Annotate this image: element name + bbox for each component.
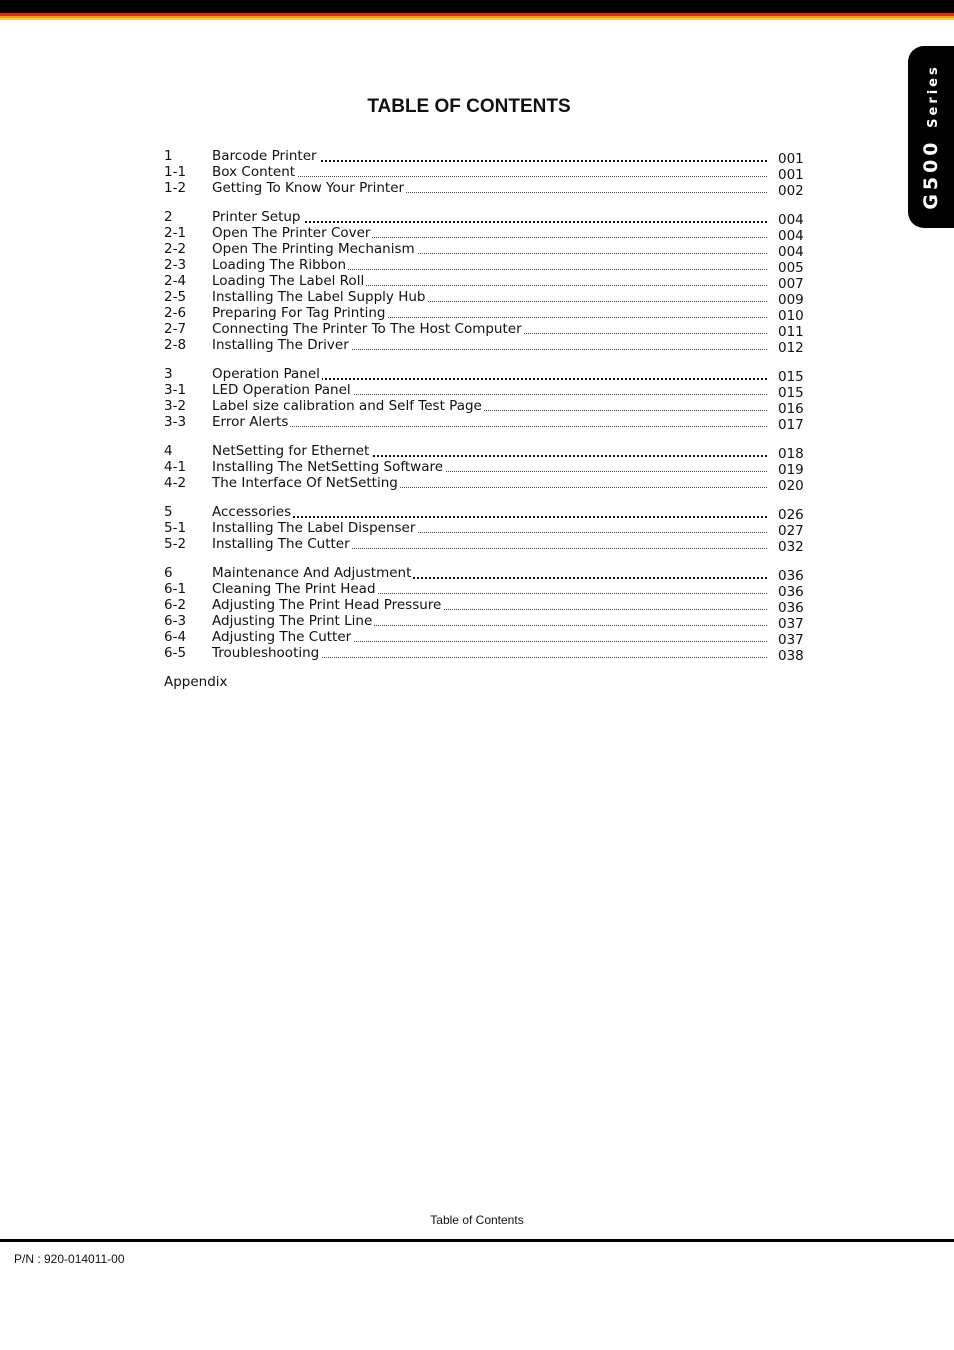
toc-entry[interactable] (164, 414, 804, 433)
toc-entry-number: 2-2 (164, 241, 187, 257)
table-of-contents (164, 148, 804, 690)
toc-section (164, 565, 804, 664)
toc-entry[interactable] (164, 645, 804, 664)
toc-entry[interactable] (164, 241, 804, 260)
toc-entry-page: 002 (778, 183, 804, 199)
toc-entry-page: 004 (778, 212, 804, 228)
toc-entry-label: Printer Setup (212, 209, 301, 225)
toc-entry-page: 036 (778, 584, 804, 600)
toc-entry-page: 038 (778, 648, 804, 664)
toc-entry-label: NetSetting for Ethernet (212, 443, 370, 459)
toc-entry-page: 020 (778, 478, 804, 494)
footer-title: Table of Contents (430, 1213, 524, 1227)
toc-entry[interactable] (164, 565, 804, 584)
series-logo (920, 64, 942, 210)
toc-entry-number: 6-2 (164, 597, 187, 613)
toc-entry[interactable] (164, 443, 804, 462)
toc-entry-label: Troubleshooting (212, 645, 320, 661)
toc-entry-number: 2-3 (164, 257, 187, 273)
toc-entry[interactable] (164, 257, 804, 276)
toc-entry[interactable] (164, 164, 804, 183)
toc-entry-label: Error Alerts (212, 414, 289, 430)
toc-entry-number: 3-3 (164, 414, 187, 430)
toc-entry[interactable] (164, 321, 804, 340)
toc-entry-label: Getting To Know Your Printer (212, 180, 405, 196)
toc-entry-number: 6-4 (164, 629, 187, 645)
toc-entry-label: The Interface Of NetSetting (212, 475, 398, 491)
toc-entry-label: Barcode Printer (212, 148, 317, 164)
toc-entry-page: 004 (778, 228, 804, 244)
toc-entry-page: 010 (778, 308, 804, 324)
toc-entry-page: 011 (778, 324, 804, 340)
part-number: P/N : 920-014011-00 (14, 1252, 125, 1266)
toc-section (164, 148, 804, 199)
toc-entry-page: 001 (778, 151, 804, 167)
toc-entry[interactable] (164, 398, 804, 417)
toc-section (164, 366, 804, 433)
toc-entry[interactable] (164, 305, 804, 324)
toc-entry-number: 4 (164, 443, 173, 459)
toc-entry-number: 1-1 (164, 164, 187, 180)
toc-entry-number: 6-1 (164, 581, 187, 597)
toc-entry-label: Installing The Cutter (212, 536, 350, 552)
toc-entry-number: 1-2 (164, 180, 187, 196)
toc-entry-number: 3-2 (164, 398, 187, 414)
toc-entry-page: 009 (778, 292, 804, 308)
toc-entry-label: Preparing For Tag Printing (212, 305, 386, 321)
toc-entry[interactable] (164, 180, 804, 199)
toc-entry-label: Installing The NetSetting Software (212, 459, 444, 475)
toc-entry[interactable] (164, 613, 804, 632)
footer-rule (0, 1239, 954, 1242)
toc-entry-label: Open The Printer Cover (212, 225, 371, 241)
toc-entry-page: 036 (778, 568, 804, 584)
toc-entry-number: 2-8 (164, 337, 187, 353)
toc-entry-number: 1 (164, 148, 173, 164)
toc-entry-page: 037 (778, 616, 804, 632)
dot-leader (212, 516, 767, 518)
toc-entry[interactable] (164, 225, 804, 244)
toc-entry[interactable] (164, 597, 804, 616)
toc-entry-label: Accessories (212, 504, 292, 520)
toc-entry[interactable] (164, 504, 804, 523)
toc-entry-number: 3-1 (164, 382, 187, 398)
toc-entry-label: Loading The Label Roll (212, 273, 365, 289)
toc-entry[interactable] (164, 209, 804, 228)
header-stripe-yellow (0, 18, 954, 20)
toc-entry[interactable] (164, 273, 804, 292)
toc-entry-page: 007 (778, 276, 804, 292)
toc-entry-page: 019 (778, 462, 804, 478)
dot-leader (212, 426, 767, 427)
toc-entry-number: 6-5 (164, 645, 187, 661)
toc-entry-page: 015 (778, 385, 804, 401)
toc-entry-number: 6 (164, 565, 173, 581)
toc-entry[interactable] (164, 629, 804, 648)
toc-entry[interactable] (164, 366, 804, 385)
toc-entry[interactable] (164, 520, 804, 539)
toc-entry-number: 2-6 (164, 305, 187, 321)
toc-entry-page: 016 (778, 401, 804, 417)
toc-entry-label: Installing The Label Supply Hub (212, 289, 426, 305)
toc-entry-page: 036 (778, 600, 804, 616)
toc-entry-number: 2-5 (164, 289, 187, 305)
toc-entry[interactable] (164, 382, 804, 401)
toc-entry-page: 017 (778, 417, 804, 433)
toc-entry-number: 4-1 (164, 459, 187, 475)
toc-entry-page: 005 (778, 260, 804, 276)
toc-section (164, 209, 804, 356)
toc-entry-page: 037 (778, 632, 804, 648)
toc-entry-label: Maintenance And Adjustment (212, 565, 412, 581)
toc-entry-label: Operation Panel (212, 366, 320, 382)
toc-entry[interactable] (164, 536, 804, 555)
toc-entry-number: 2-7 (164, 321, 187, 337)
toc-entry-number: 5 (164, 504, 173, 520)
toc-entry-number: 4-2 (164, 475, 187, 491)
toc-entry-label: Installing The Driver (212, 337, 349, 353)
toc-entry-number: 5-2 (164, 536, 187, 552)
toc-entry[interactable] (164, 581, 804, 600)
toc-entry-label: Box Content (212, 164, 296, 180)
toc-entry-label: Installing The Label Dispenser (212, 520, 416, 536)
toc-entry[interactable] (164, 289, 804, 308)
series-side-tab (908, 46, 954, 228)
toc-entry-label: Adjusting The Print Head Pressure (212, 597, 442, 613)
toc-entry-number: 2-1 (164, 225, 187, 241)
toc-entry-label: Connecting The Printer To The Host Computer (212, 321, 522, 337)
toc-entry-label: Cleaning The Print Head (212, 581, 376, 597)
toc-entry-page: 026 (778, 507, 804, 523)
toc-section (164, 504, 804, 555)
toc-entry[interactable] (164, 148, 804, 167)
toc-section (164, 443, 804, 494)
toc-entry-page: 004 (778, 244, 804, 260)
toc-entry[interactable] (164, 459, 804, 478)
toc-entry-label: Adjusting The Cutter (212, 629, 352, 645)
toc-entry-page: 032 (778, 539, 804, 555)
series-brand: G500 (920, 138, 942, 210)
toc-entry-number: 2 (164, 209, 173, 225)
toc-entry-page: 012 (778, 340, 804, 356)
toc-entry-label: LED Operation Panel (212, 382, 351, 398)
toc-entry[interactable] (164, 337, 804, 356)
toc-entry-number: 3 (164, 366, 173, 382)
toc-entry-label: Open The Printing Mechanism (212, 241, 415, 257)
toc-entry[interactable] (164, 475, 804, 494)
toc-entry-page: 001 (778, 167, 804, 183)
toc-entry-number: 5-1 (164, 520, 187, 536)
page-title: TABLE OF CONTENTS (367, 96, 571, 117)
header-stripe-black (0, 0, 954, 13)
toc-entry-page: 015 (778, 369, 804, 385)
toc-entry-number: 6-3 (164, 613, 187, 629)
toc-entry-label: Label size calibration and Self Test Page (212, 398, 482, 414)
toc-entry-page: 027 (778, 523, 804, 539)
toc-appendix[interactable]: Appendix (164, 674, 228, 690)
toc-entry-page: 018 (778, 446, 804, 462)
series-word: Series (926, 64, 941, 128)
toc-entry-number: 2-4 (164, 273, 187, 289)
toc-entry-label: Loading The Ribbon (212, 257, 347, 273)
toc-entry-label: Adjusting The Print Line (212, 613, 373, 629)
